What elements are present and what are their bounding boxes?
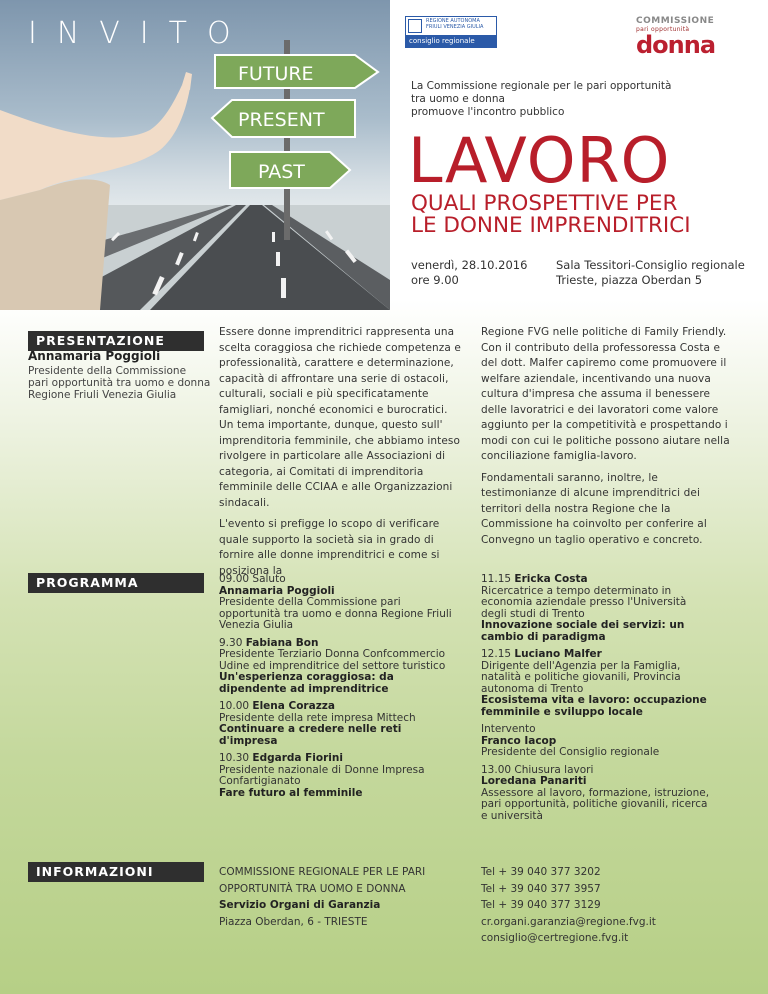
regione-fvg-logo (405, 16, 497, 50)
program-item (481, 574, 711, 643)
logo-donna-mid: pari opportunità (636, 26, 690, 33)
emblem-icon (408, 19, 422, 33)
program-time: 9.30 (219, 636, 243, 649)
sign-past-label: PAST (258, 161, 305, 183)
program-time: 09.00 (219, 573, 250, 585)
program-label: Chiusura lavori (514, 763, 594, 776)
phone-1: Tel + 39 040 377 3202 (481, 866, 601, 878)
info-address: COMMISSIONE REGIONALE PER LE PARI OPPORTUNITÀ TRA UOMO E DONNA Servizio Organi di Garanzia Piazza Oberdan, 6 - TRIESTE (219, 866, 426, 928)
logo-region-bar: consiglio regionale (405, 35, 497, 48)
informazioni-heading: INFORMAZIONI (28, 862, 204, 882)
program-talk-title: Ecosistema vita e lavoro: occupazione femminile e sviluppo locale (481, 694, 707, 718)
phone-2: Tel + 39 040 377 3957 (481, 882, 601, 895)
programma-right (481, 574, 711, 828)
program-talk-title: Innovazione sociale dei servizi: un cambio di paradigma (481, 619, 685, 643)
program-time: 10.30 (219, 752, 250, 764)
program-speaker: Annamaria Poggioli (219, 584, 335, 597)
program-desc: Presidente Terziario Donna Confcommercio Udine ed imprenditrice del settore turistico (219, 648, 446, 672)
program-speaker: Ericka Costa (514, 573, 588, 585)
email-link-2[interactable]: consiglio@certregione.fvg.it (481, 932, 629, 944)
phone-3: Tel + 39 040 377 3129 (481, 899, 601, 911)
program-speaker: Loredana Panariti (481, 775, 587, 787)
program-item (219, 701, 459, 747)
page-subtitle: QUALI PROSPETTIVE PER LE DONNE IMPRENDITRICI (411, 191, 691, 238)
sign-present-label: PRESENT (238, 109, 325, 131)
email-link-1[interactable]: cr.organi.garanzia@regione.fvg.it (481, 915, 656, 928)
program-label: Saluto (252, 573, 286, 585)
program-talk-title: Continuare a credere nelle reti d'impresa (219, 723, 402, 747)
program-desc: Dirigente dell'Agenzia per la Famiglia, natalità e politiche giovanili, Provincia autonoma di Trento (481, 659, 681, 695)
program-item (481, 765, 711, 823)
program-talk-title: Fare futuro al femminile (219, 786, 363, 799)
event-venue: Sala Tessitori-Consiglio regionale Trieste, piazza Oberdan 5 (556, 258, 745, 287)
program-time: 11.15 (481, 573, 512, 585)
presentazione-col2: Regione FVG nelle politiche di Family Friendly. Con il contributo della professoressa Costa e del dott. Malfer capiremo come promuovere il welfare aziendale, incentivando una nuova cultura d'impresa che assuma il benessere delle lavoratrici e dei lavoratori come valore aggiunto per la competitività e prospettando i modi con cui le politiche possono aiutare nella conciliazione famiglia-lavoro. Fondamentali saranno, inoltre, le testimonianze di alcune imprenditrici dei territori della nostra Regione che la Commissione ha coinvolto per conferire al Convegno un taglio operativo e concreto. (481, 326, 730, 546)
program-time: 13.00 (481, 763, 512, 776)
program-desc: Presidente nazionale di Donne Impresa Confartigianato (219, 763, 425, 787)
presenter-name: Annamaria Poggioli (28, 349, 161, 363)
program-speaker: Luciano Malfer (514, 648, 602, 660)
program-item (219, 574, 459, 632)
logo-donna-top: COMMISSIONE (636, 16, 715, 26)
program-desc: Presidente del Consiglio regionale (481, 746, 660, 758)
program-speaker: Franco Iacop (481, 734, 557, 747)
program-speaker: Elena Corazza (252, 700, 336, 712)
program-time: 12.15 (481, 648, 512, 660)
program-item (219, 753, 459, 799)
program-item (481, 724, 711, 759)
programma-left (219, 574, 459, 805)
program-desc: Assessore al lavoro, formazione, istruzione, pari opportunità, politiche giovanili, ricerca e università (481, 786, 710, 822)
intro-text: La Commissione regionale per le pari opportunità tra uomo e donna promuove l'incontro pubblico (411, 80, 672, 118)
presentazione-heading: PRESENTAZIONE (28, 331, 204, 351)
sign-future-label: FUTURE (238, 63, 314, 85)
logo-donna-word: donna (636, 31, 716, 59)
commissione-donna-logo (636, 16, 716, 60)
program-talk-title: Un'esperienza coraggiosa: da dipendente ad imprenditrice (219, 671, 394, 695)
program-time: 10.00 (219, 700, 250, 712)
program-item (219, 638, 459, 696)
program-speaker: Edgarda Fiorini (252, 752, 343, 764)
page-title: LAVORO (408, 124, 671, 197)
logo-region-text: REGIONE AUTONOMA FRIULI VENEZIA GIULIA (426, 18, 484, 30)
presenter-role: Presidente della Commissione pari opportunità tra uomo e donna Regione Friuli Venezia Giulia (28, 365, 211, 401)
programma-heading: PROGRAMMA (28, 573, 204, 593)
program-speaker: Fabiana Bon (245, 636, 319, 649)
invito-label: INVITO (28, 16, 251, 51)
program-desc: Ricercatrice a tempo determinato in economia aziendale presso l'Università degli studi di Trento (481, 584, 687, 620)
event-date: venerdì, 28.10.2016 ore 9.00 (411, 258, 528, 287)
program-desc: Presidente della rete impresa Mittech (219, 711, 416, 724)
info-contacts (481, 864, 721, 947)
presentazione-col1: Essere donne imprenditrici rappresenta una scelta coraggiosa che richiede competenza e professionalità, carattere e determinazione, capacità di affrontare una serie di ostacoli, culturali, sociali e più specificatamente famigliari, nonché economici e burocratici. Un tema importante, dunque, questo sull' imprenditoria femminile, che abbiamo inteso rivolgere in particolare alle Associazioni di categoria, ai Comitati di imprenditoria femminile delle CCIAA e alle Organizzazioni sindacali. L'evento si prefigge lo scopo di verificare quale supporto la società sia in grado di fornire alle donne imprenditrici e come si posiziona la (219, 326, 461, 577)
hero-image (0, 0, 390, 310)
program-label: Intervento (481, 723, 536, 735)
program-item (481, 649, 711, 718)
program-desc: Presidente della Commissione pari opportunità tra uomo e donna Regione Friuli Venezia Giulia (219, 596, 452, 631)
